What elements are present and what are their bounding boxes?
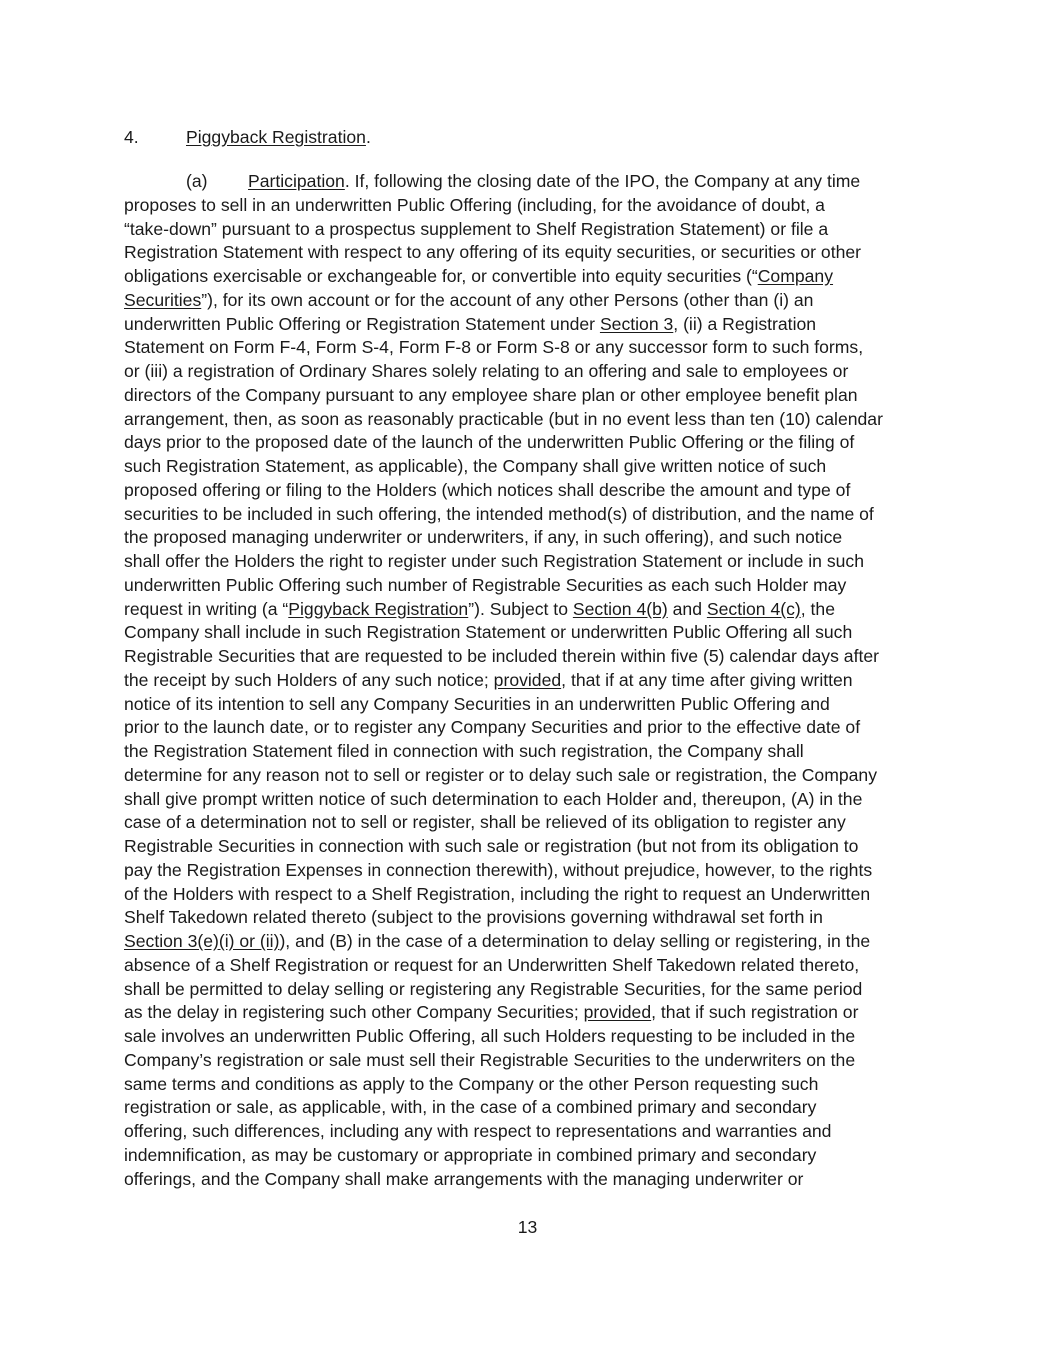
text-segment: shall give prompt written notice of such determination to each Holder and, thereupon, (A) in the [124,788,863,809]
text-segment: the Registration Statement filed in connection with such registration, the Company shall [124,741,804,761]
underlined-term: Section 4(b) [572,598,668,619]
text-segment: registration or sale, as applicable, with, in the case of a combined primary and secondary [124,1097,817,1118]
text-segment: or (iii) a registration of Ordinary Shares solely relating to an offering and sale to employees or [124,361,849,381]
text-segment: shall be permitted to delay selling or registering any Registrable Securities, for the same period [124,978,863,999]
text-segment: . If, following the closing date of the IPO, the Company at any time [344,171,861,191]
underlined-term: Section 4(c) [706,598,801,619]
paragraph-line [124,930,944,954]
section-number: 4. [124,127,139,147]
paragraph-line [124,194,944,218]
paragraph-line [124,811,944,835]
text-segment: Statement on Form F-4, Form S-4, Form F-8 or Form S-8 or any successor form to such forms, [124,337,864,358]
section-title-suffix: . [365,127,371,147]
text-segment: underwritten Public Offering such number of Registrable Securities as each such Holder may [124,574,847,595]
paragraph-line [124,693,944,717]
paragraph-line [124,265,944,289]
text-segment: obligations exercisable or exchangeable for, or convertible into equity securities (“ [124,266,758,286]
paragraph-line [124,716,944,740]
underlined-term: Securities [124,289,202,310]
text-segment: Shelf Takedown related thereto (subject to the provisions governing withdrawal set forth in [124,907,823,928]
text-segment: notice of its intention to sell any Company Securities in an underwritten Public Offering and [124,693,830,714]
text-segment: Company’s registration or sale must sell their Registrable Securities to the underwriters on the [124,1049,856,1070]
text-segment: offering, such differences, including any with respect to representations and warranties and [124,1121,832,1141]
paragraph-line [124,788,944,812]
paragraph-line [124,1168,944,1192]
text-segment: directors of the Company pursuant to any employee share plan or other employee benefit plan [124,384,858,405]
text-segment: Company shall include in such Registration Statement or underwritten Public Offering all such [124,622,853,643]
text-segment: the proposed managing underwriter or underwriters, if any, in such offering), and such notice [124,527,843,548]
paragraph-line [124,764,944,788]
paragraph-line [124,408,944,432]
paragraph-line [124,835,944,859]
text-segment: pay the Registration Expenses in connection therewith), without prejudice, however, to the rights [124,859,873,880]
paragraph-line [124,1096,944,1120]
text-segment: Registrable Securities that are requested to be included therein within five (5) calendar days after [124,646,879,666]
text-segment: Registration Statement with respect to any offering of its equity securities, or securities or other [124,242,862,263]
text-segment: “take-down” pursuant to a prospectus supplement to Shelf Registration Statement) or file a [124,218,829,239]
text-segment: securities to be included in such offering, the intended method(s) of distribution, and the name of [124,503,874,524]
paragraph-label: (a) [186,171,208,191]
underlined-term: Section 3 [599,313,674,334]
paragraph-line [124,1073,944,1097]
underlined-term: provided [493,669,562,690]
paragraph-line [124,1120,944,1144]
text-segment: underwritten Public Offering or Registration Statement under [124,313,600,334]
paragraph-line [124,289,944,313]
paragraph-line [124,313,944,337]
text-segment: case of a determination not to sell or register, shall be relieved of its obligation to register any [124,812,846,833]
text-segment: sale involves an underwritten Public Offering, all such Holders requesting to be included in the [124,1026,856,1046]
text-segment: prior to the launch date, or to register any Company Securities and prior to the effective date of [124,717,861,738]
paragraph-line [124,859,944,883]
underlined-term: Participation [248,171,345,191]
paragraph-line [124,455,944,479]
paragraph-line [124,360,944,384]
underlined-term: Company [757,266,834,286]
text-segment: , the [800,598,835,619]
paragraph-line [124,479,944,503]
page-number: 13 [517,1217,538,1237]
text-segment: such Registration Statement, as applicable), the Company shall give written notice of such [124,456,827,476]
paragraph-line [124,170,944,194]
paragraph-line [124,906,944,930]
text-segment: request in writing (a “ [124,598,289,619]
paragraph-line [124,218,944,242]
underlined-term: Piggyback Registration [288,598,469,619]
text-segment: ), and (B) in the case of a determination to delay selling or registering, in the [279,931,871,951]
underlined-term: provided [583,1002,652,1023]
paragraph-line [124,503,944,527]
text-segment: the receipt by such Holders of any such notice; [124,669,494,690]
text-segment: absence of a Shelf Registration or request for an Underwritten Shelf Takedown related thereto, [124,954,860,975]
section-title: Piggyback Registration [186,127,366,147]
text-segment: Registrable Securities in connection with such sale or registration (but not from its obligation to [124,836,859,856]
text-segment: , that if at any time after giving written [561,669,853,690]
text-segment: indemnification, as may be customary or appropriate in combined primary and secondary [124,1144,817,1165]
paragraph-line [124,574,944,598]
paragraph-line [124,384,944,408]
paragraph-line [124,431,944,455]
paragraph-line [124,1001,944,1025]
text-segment: of the Holders with respect to a Shelf Registration, including the right to request an Underwritten [124,883,871,904]
underlined-term: Section 3(e)(i) or (ii) [124,931,280,951]
paragraph-line [124,978,944,1002]
text-segment: ”), for its own account or for the account of any other Persons (other than (i) an [201,289,814,310]
text-segment: ”). Subject to [468,598,573,619]
paragraph-line [124,740,944,764]
text-segment: same terms and conditions as apply to the Company or the other Person requesting such [124,1073,819,1094]
text-segment: proposes to sell in an underwritten Public Offering (including, for the avoidance of doubt, a [124,194,825,215]
text-segment: arrangement, then, as soon as reasonably practicable (but in no event less than ten (10) calendar [124,408,883,429]
paragraph-a [124,170,944,1191]
text-segment: offerings, and the Company shall make arrangements with the managing underwriter or [124,1168,804,1189]
paragraph-line [124,336,944,360]
paragraph-line [124,598,944,622]
text-segment: shall offer the Holders the right to register under such Registration Statement or include in such [124,551,864,571]
text-segment: as the delay in registering such other Company Securities; [124,1002,584,1023]
paragraph-line [124,669,944,693]
section-heading [124,126,371,148]
paragraph-line [124,954,944,978]
paragraph-line [124,1144,944,1168]
paragraph-line [124,883,944,907]
paragraph-line [124,621,944,645]
paragraph-line [124,1025,944,1049]
paragraph-line [124,645,944,669]
text-segment: , (ii) a Registration [673,313,817,334]
text-segment: proposed offering or filing to the Holders (which notices shall describe the amount and type of [124,479,851,500]
paragraph-line [124,1049,944,1073]
paragraph-line [124,526,944,550]
text-segment: days prior to the proposed date of the launch of the underwritten Public Offering or the filing of [124,432,855,453]
paragraph-line [124,241,944,265]
text-segment: and [667,598,707,619]
text-segment: , that if such registration or [651,1002,859,1023]
text-segment: determine for any reason not to sell or register or to delay such sale or registration, the Company [124,764,878,785]
paragraph-line [124,550,944,574]
